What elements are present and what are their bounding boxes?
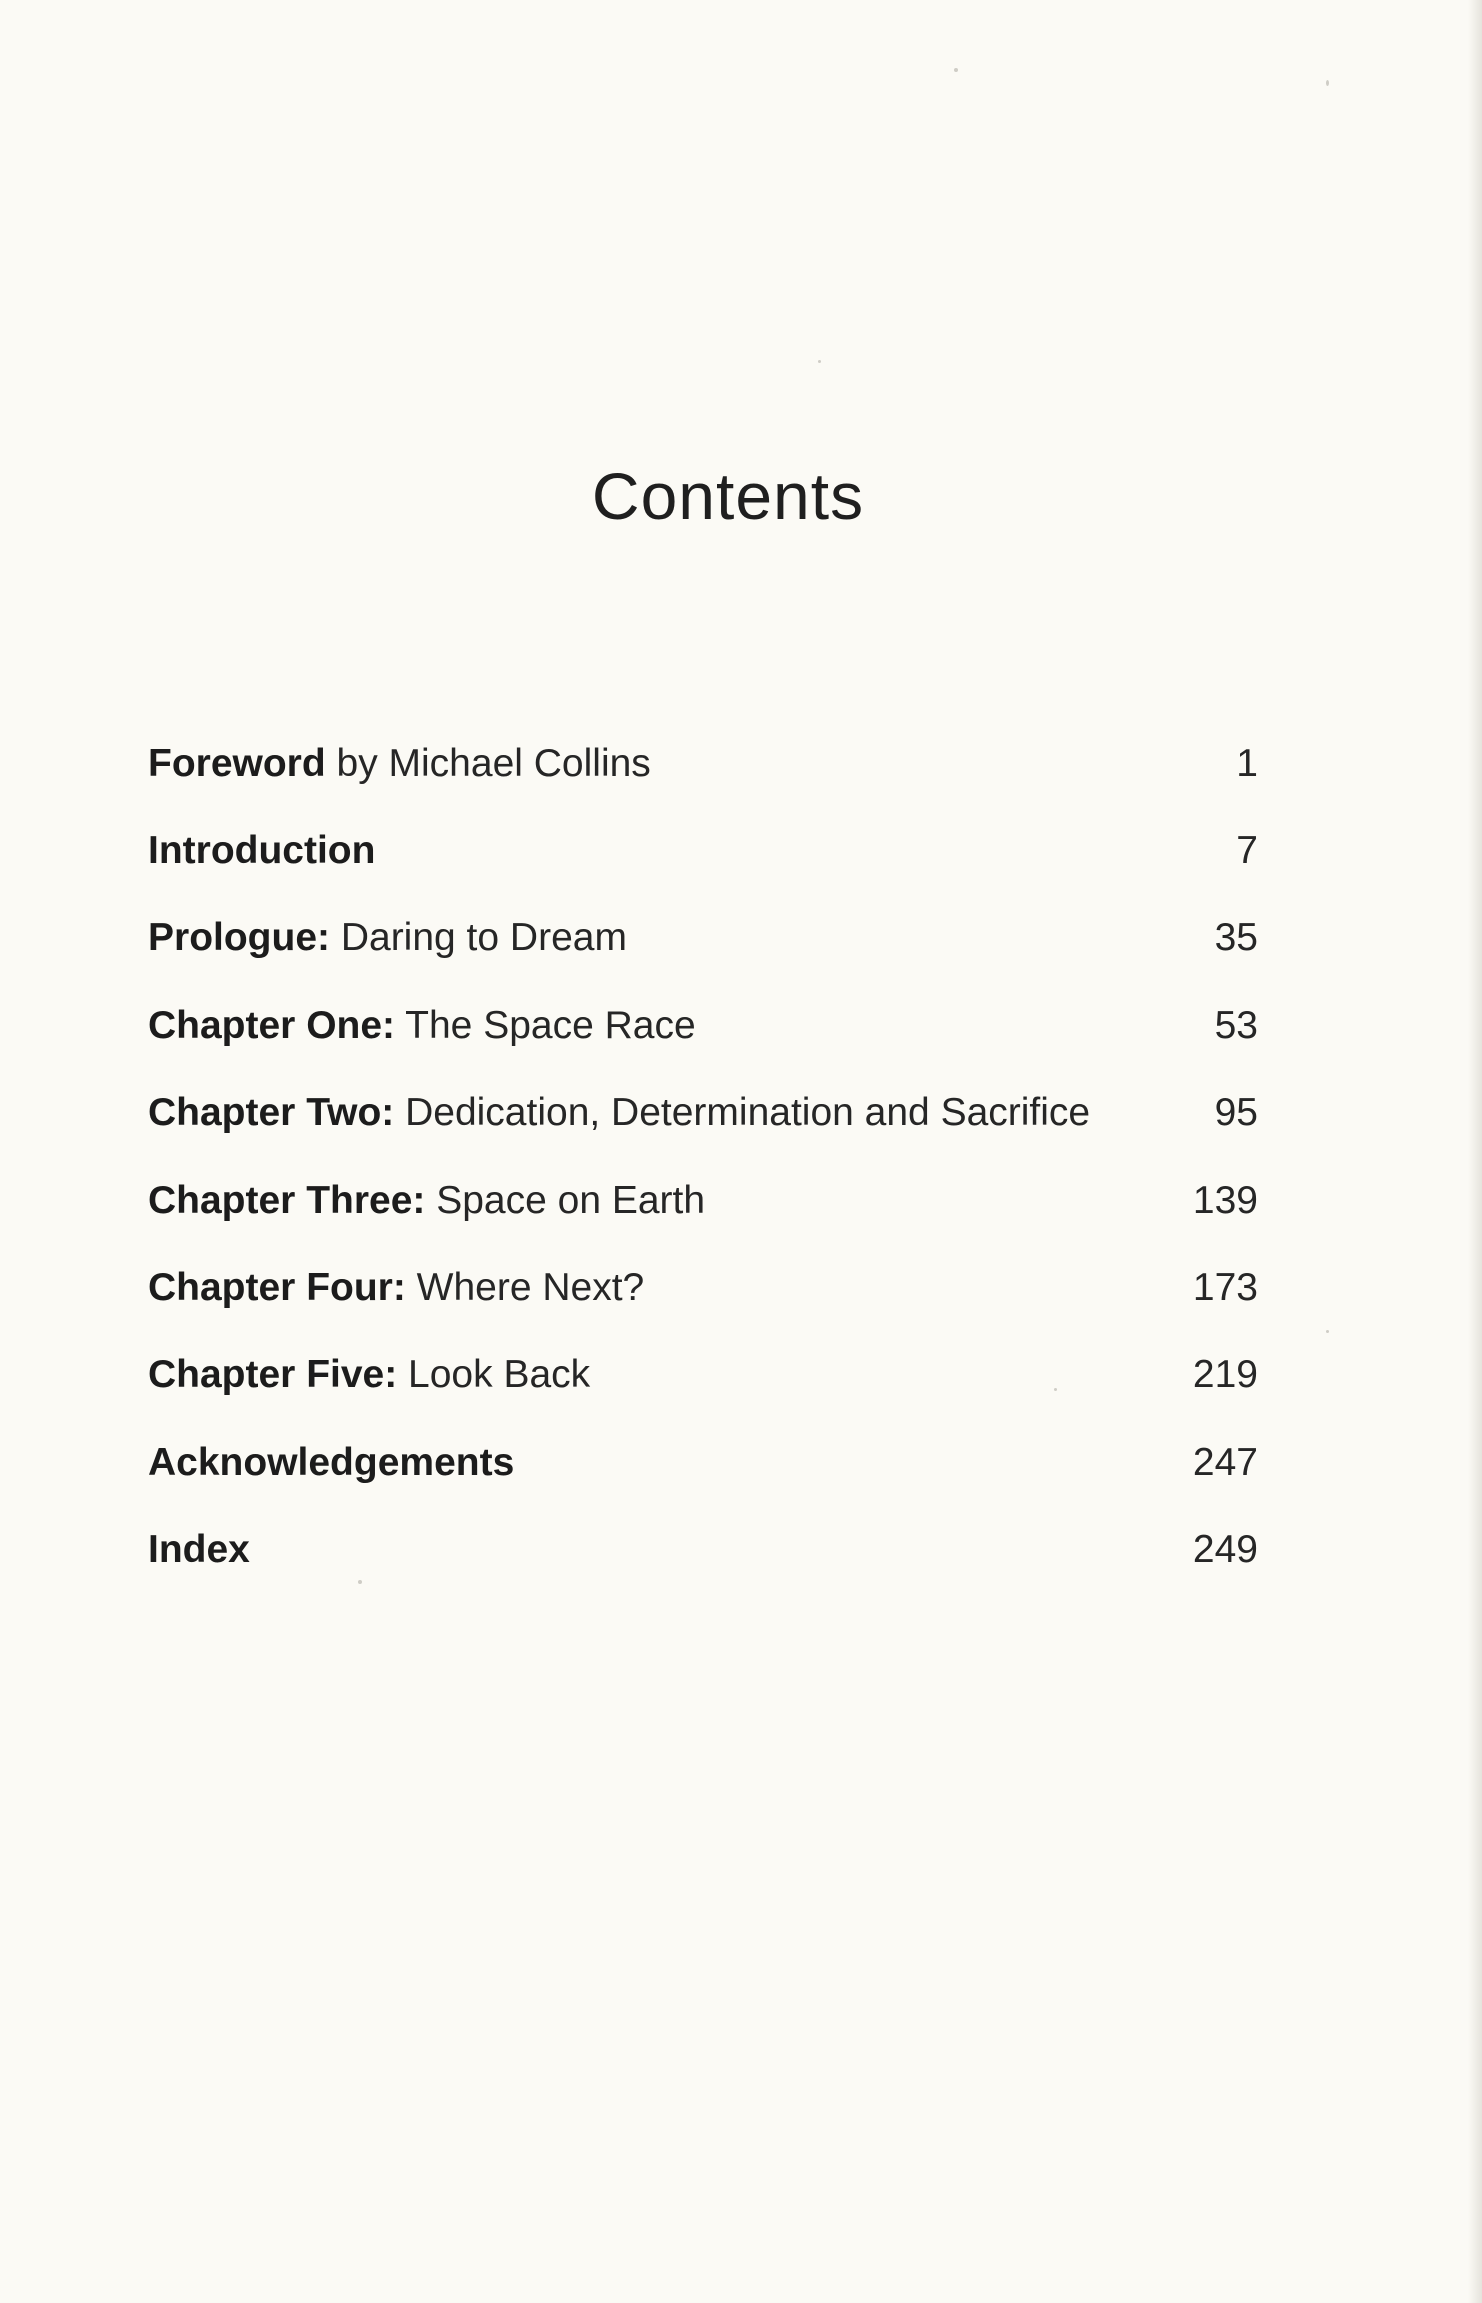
toc-entry-text — [148, 742, 651, 786]
toc-page-number: 7 — [1236, 829, 1258, 873]
toc-page-number: 247 — [1192, 1440, 1258, 1484]
toc-entry-title: by Michael Collins — [325, 741, 651, 785]
scan-speck — [954, 68, 958, 72]
scan-speck — [1326, 80, 1329, 86]
toc-entry-acknowledgements — [148, 1419, 1258, 1506]
toc-entry-label: Chapter Four: — [148, 1266, 406, 1310]
toc-entry-label: Acknowledgements — [148, 1440, 515, 1484]
toc-entry-label: Introduction — [148, 829, 376, 873]
toc-entry-label: Chapter Three: — [148, 1178, 426, 1222]
table-of-contents — [148, 720, 1258, 1594]
scan-speck — [1326, 1330, 1329, 1333]
toc-entry-label: Index — [148, 1528, 250, 1572]
toc-entry-text — [148, 1091, 1090, 1135]
toc-page-number: 95 — [1214, 1091, 1258, 1135]
page-title: Contents — [591, 459, 865, 533]
toc-entry-title: Dedication, Determination and Sacrifice — [394, 1091, 1091, 1135]
toc-entry-text — [148, 1441, 514, 1485]
toc-entry-chapter-two — [148, 1070, 1258, 1157]
toc-page-number: 1 — [1236, 741, 1258, 785]
toc-entry-introduction — [148, 807, 1258, 894]
toc-page-number: 173 — [1192, 1266, 1258, 1310]
toc-entry-text — [148, 1528, 250, 1572]
toc-page-number: 139 — [1192, 1178, 1258, 1222]
toc-entry-label: Foreword — [148, 741, 326, 785]
toc-entry-label: Prologue: — [148, 916, 330, 960]
page-edge-shadow — [1468, 0, 1482, 2303]
toc-entry-title: The Space Race — [395, 1003, 696, 1047]
toc-entry-chapter-one — [148, 982, 1258, 1069]
toc-page-number: 53 — [1214, 1003, 1258, 1047]
toc-entry-index — [148, 1507, 1258, 1594]
toc-entry-label: Chapter Five: — [148, 1353, 398, 1397]
toc-entry-text — [148, 1266, 644, 1310]
toc-entry-text — [148, 1179, 705, 1223]
toc-entry-text — [148, 1004, 696, 1048]
scan-speck — [358, 1580, 362, 1584]
toc-entry-label: Chapter Two: — [148, 1091, 395, 1135]
toc-entry-title: Daring to Dream — [330, 916, 627, 960]
scan-speck — [1054, 1388, 1057, 1391]
toc-page-number: 219 — [1192, 1353, 1258, 1397]
toc-entry-foreword — [148, 720, 1258, 807]
toc-entry-title: Where Next? — [405, 1266, 645, 1310]
toc-entry-title: Look Back — [397, 1353, 591, 1397]
toc-entry-text — [148, 1353, 590, 1397]
toc-entry-prologue — [148, 895, 1258, 982]
scan-speck — [818, 360, 821, 363]
toc-entry-text — [148, 916, 627, 960]
toc-entry-chapter-five — [148, 1332, 1258, 1419]
toc-page-number: 249 — [1192, 1528, 1258, 1572]
toc-entry-chapter-three — [148, 1157, 1258, 1244]
toc-entry-text — [148, 829, 375, 873]
toc-entry-chapter-four — [148, 1244, 1258, 1331]
toc-page-number: 35 — [1214, 916, 1258, 960]
toc-entry-title: Space on Earth — [425, 1178, 706, 1222]
toc-entry-label: Chapter One: — [148, 1003, 396, 1047]
